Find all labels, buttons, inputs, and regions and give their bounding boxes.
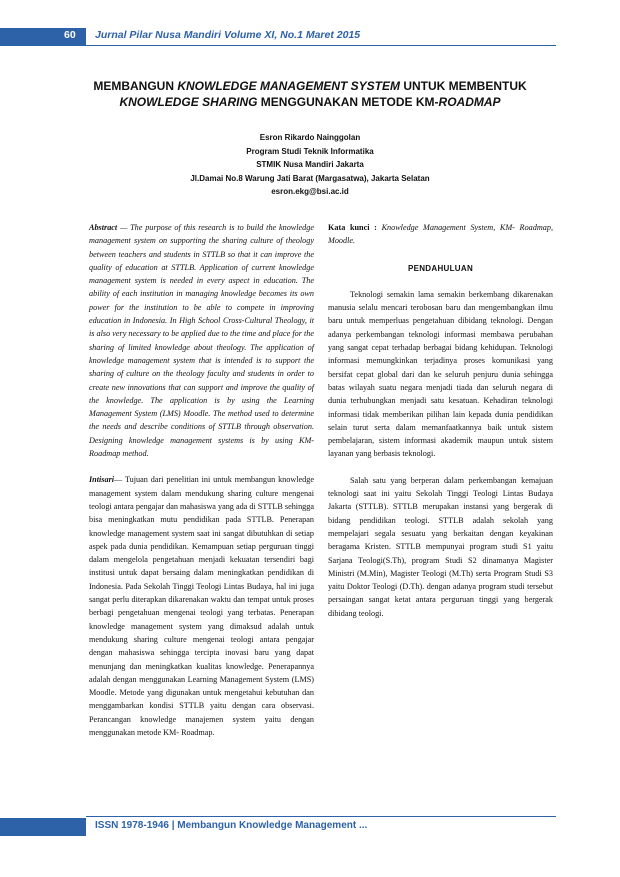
section-heading: PENDAHULUAN (407, 263, 474, 273)
author-name: Esron Rikardo Nainggolan (259, 133, 361, 142)
title-part: UNTUK MEMBENTUK (400, 79, 527, 93)
abstract-indonesian-text: — Tujuan dari penelitian ini untuk membangun knowledge management system dalam mendukung sharing culture mengenai teologi antara pengajar dan mahasiswa yang ada di STTLB sehingga bisa meningkatkan mutu pendidikan pada STTLB. Penerapan knowledge management system saat ini sangat dibutuhkan di setiap aspek pada dunia pendidikan. Kemampuan setiap perguruan tinggi dalam mengelola pengetahuan menjadi kekuatan tersendiri bagi institusi untuk dapat bersaing dalam meningkatkan pendidikan di Indonesia. Pada Sekolah Tinggi Teologi Lintas Budaya, hal ini juga sangat perlu diterapkan dikarenakan waktu dan tempat untuk proses berbagi pengetahuan mengenai teologi yang terbatas. Penerapan knowledge management system yang dimaksud adalah untuk mendukung sharing culture mengenai teologi antara pengajar dengan mahasiswa sehingga tercipta inovasi baru yang dapat menunjang dan meningkatkan kualitas knowledge. Penerapannya adalah dengan menggunakan Learning Management System (LMS) Moodle. Metode yang digunakan untuk mengetahui kebutuhan dan menggambarkan kondisi STTLB yaitu dengan cara observasi. Perancangan knowledge manajemen system yaitu dengan menggunakan metode KM- Roadmap. (89, 475, 314, 737)
title-part-italic: KNOWLEDGE MANAGEMENT SYSTEM (177, 79, 400, 93)
left-column (89, 221, 314, 739)
author-institution: STMIK Nusa Mandiri Jakarta (256, 160, 364, 170)
title-line-2 (60, 94, 560, 110)
author-block (100, 131, 520, 199)
author-email: esron.ekg@bsi.ac.id (271, 187, 349, 197)
intro-paragraph-1: Teknologi semakin lama semakin berkembang dikarenakan manusia selalu mencari terobosan baru dan mengembangkan ilmu baru untuk memperluas pengetahuan dibidang teknologi. Dengan adanya perkembangan teknologi informasi membawa perubahan yang sangat cepat terhadap berbagai bidang kehidupan. Teknologi informasi memungkinkan terjadinya proses komunikasi yang bersifat cepat global dari dan ke seluruh penjuru dunia sehingga batas wilayah suatu negara menjadi tiada dan seluruh negara di dunia terhubungkan menjadi satu kesatuan. Kehadiran teknologi informasi tidak memberikan pilihan lain kepada dunia pendidikan selain turut serta dalam memanfaatkannya baik untuk sistem pembelajaran, sistem informasi akademik maupun untuk sistem layanan yang berbasis teknologi. (328, 289, 553, 459)
keywords (328, 221, 553, 248)
abstract-label: Abstract (89, 223, 118, 232)
abstract-english-text: — The purpose of this research is to build the knowledge management system on supporting the sharing culture of theology between teachers and students in STTLB so that it can improve the quality of education at STTLB. Application of current knowledge management system is needed in every aspect in education. The ability of each institution in managing knowledge becomes its own power for the institution to be able to compete in improving education in Indonesia. In High School Cross-Cultural Theology, it is also very necessary to be applied due to the time and place for the sharing of limited knowledge about theology. The application of knowledge management system that is intended is to support the sharing of culture on the theology faculty and students in order to create new innovations that can support and improve the quality of the knowledge. The application is by using the Learning Management System (LMS) Moodle. The method used to determine the needs and describe conditions of STTLB through observation. Designing knowledge management systems is by using KM- Roadmap method. (89, 223, 314, 459)
footer-text: ISSN 1978-1946 | Membangun Knowledge Management ... (95, 820, 368, 831)
title-part-italic: ROADMAP (438, 95, 501, 109)
footer-divider (86, 816, 556, 817)
paper-title (60, 78, 560, 110)
intisari-label: Intisari (89, 475, 115, 485)
right-column (328, 221, 553, 620)
title-part: MEMBANGUN (93, 79, 178, 93)
keywords-label: Kata kunci : (328, 223, 377, 232)
abstract-indonesian (89, 473, 314, 739)
keywords-text: Knowledge Management System, KM- Roadmap, Moodle. (328, 223, 553, 246)
title-part-italic: KNOWLEDGE SHARING (119, 95, 258, 109)
footer-color-bar (0, 818, 86, 836)
header-divider (86, 45, 556, 46)
intro-paragraph-2: Salah satu yang berperan dalam perkembangan kemajuan teknologi saat ini yaitu Sekolah Tinggi Teologi Lintas Budaya Jakarta (STTLB). STTLB merupakan instansi yang bergerak di bidang pendidikan teologi. STTLB adalah sekolah yang mempelajari segala sesuatu yang berkaitan dengan keyakinan beragama Kristen. STTLB mempunyai program studi S1 yaitu Sarjana Teologi(S.Th), program Studi S2 dinamanya Magister Ministri (M.Min), Magister Teologi (M.Th) serta Program Studi S3 yaitu Doktor Teologi (D.Th). dengan adanya program studi tersebut persaingan sangat ketat antara perguruan tinggi yang bergerak dibidang teologi. (328, 475, 553, 618)
author-address: Jl.Damai No.8 Warung Jati Barat (Margasatwa), Jakarta Selatan (190, 173, 430, 183)
title-line-1 (60, 78, 560, 94)
abstract-english (89, 221, 314, 460)
title-part: MENGGUNAKAN METODE KM- (257, 95, 439, 109)
page-number: 60 (64, 29, 76, 41)
journal-title: Jurnal Pilar Nusa Mandiri Volume XI, No.1 Maret 2015 (95, 29, 361, 41)
author-program: Program Studi Teknik Informatika (246, 146, 374, 156)
